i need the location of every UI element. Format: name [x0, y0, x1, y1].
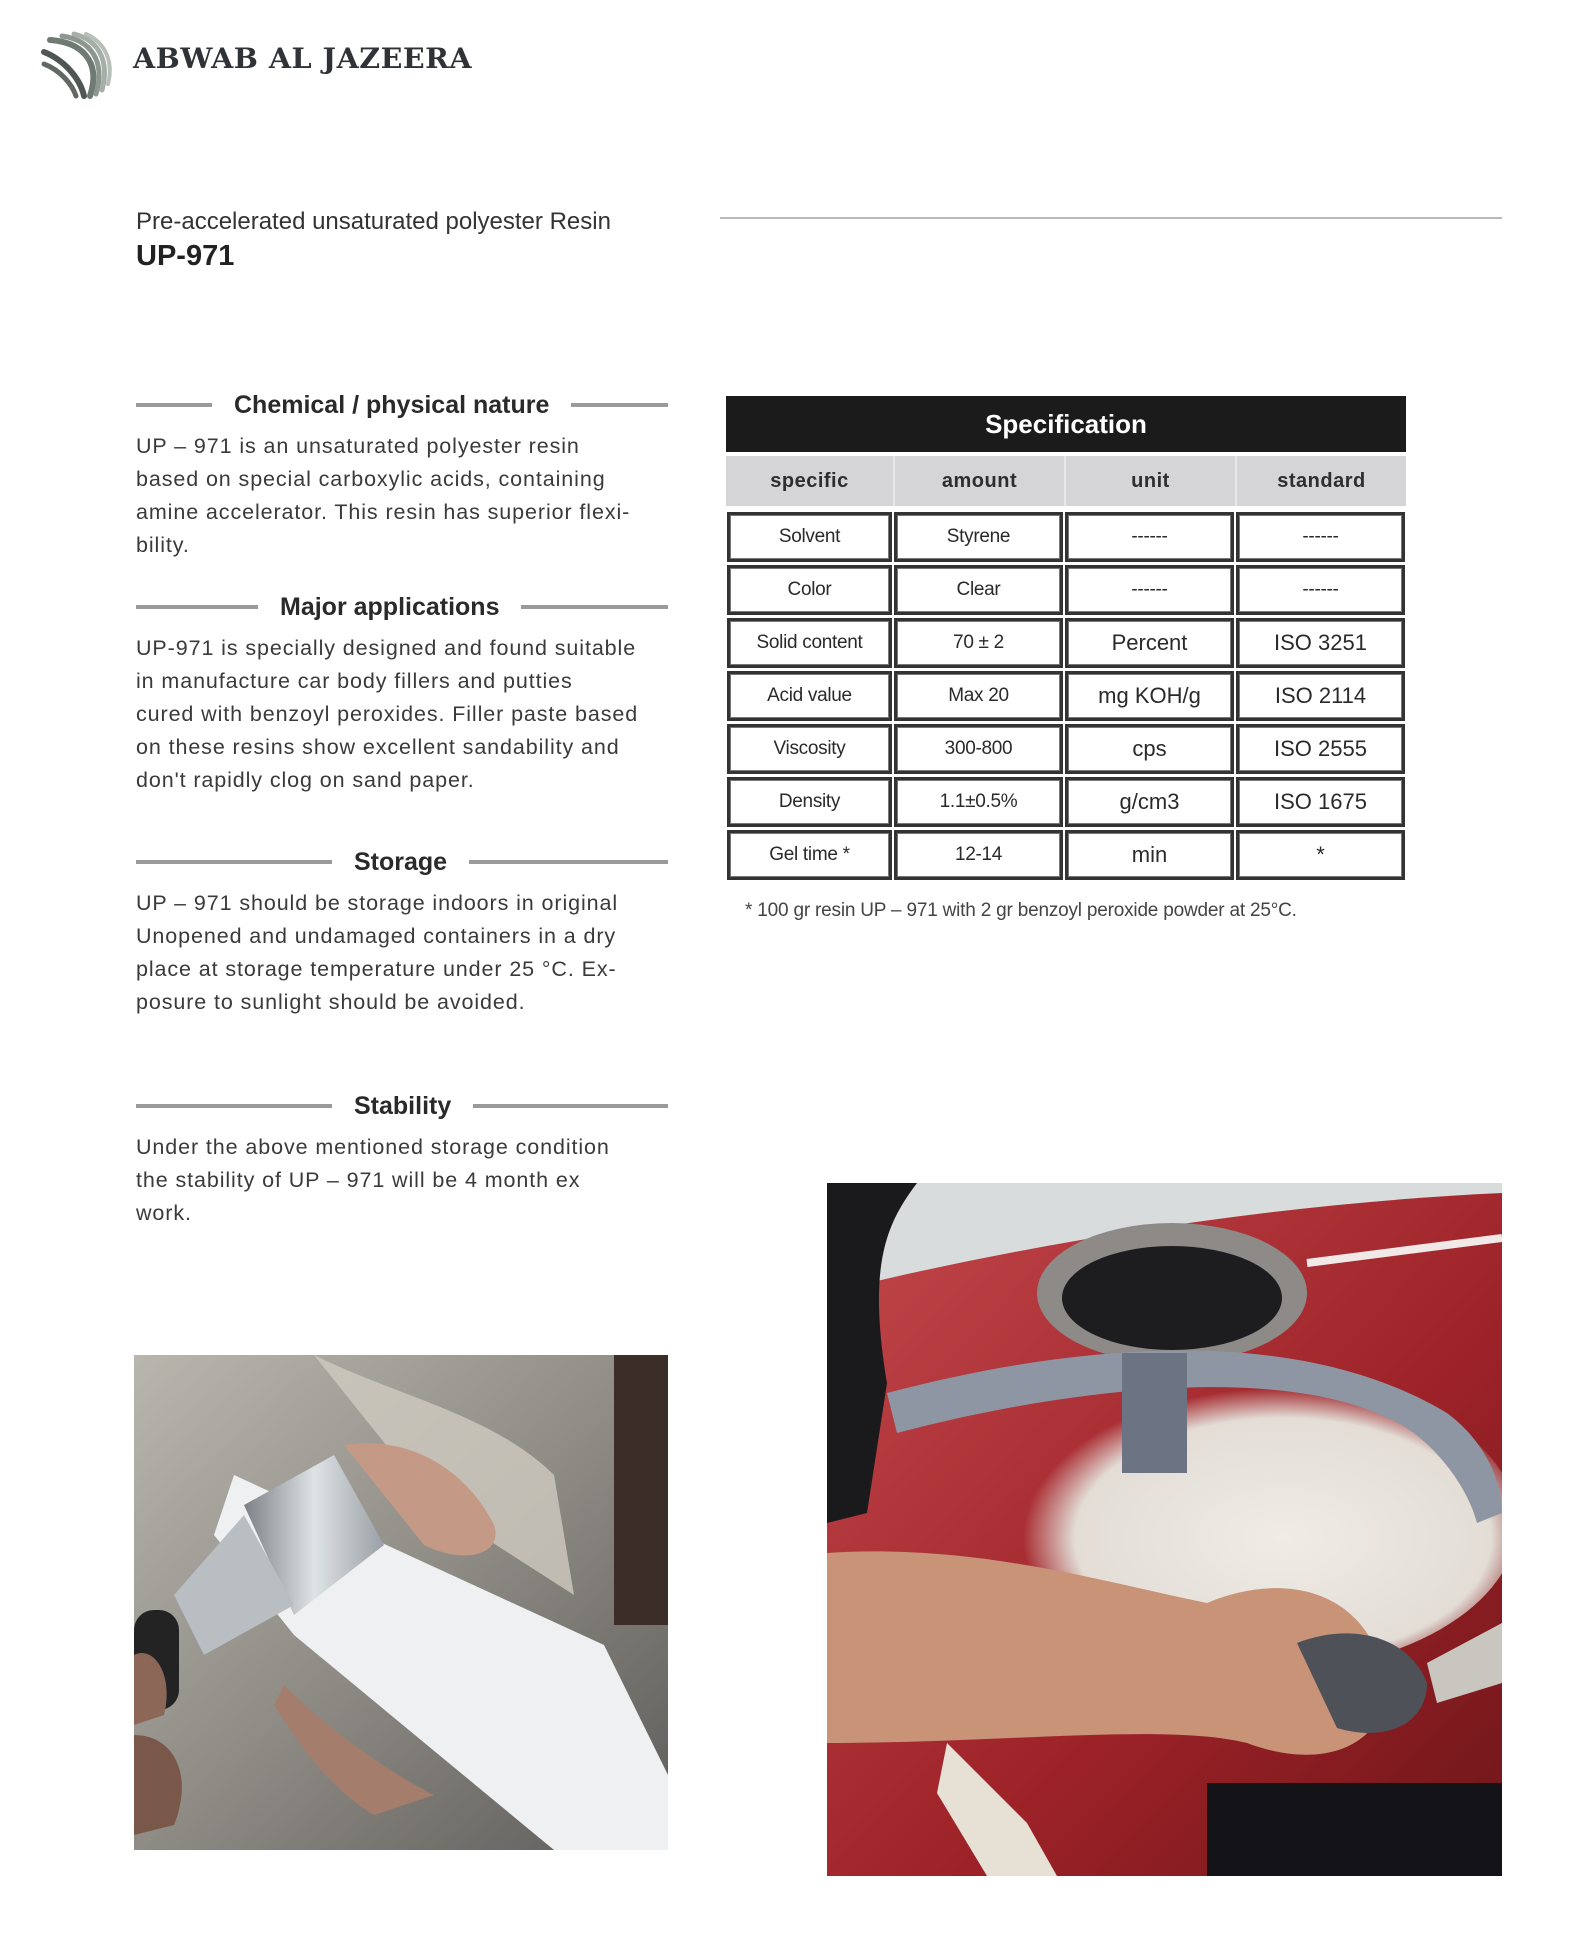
table-row [726, 724, 1406, 777]
body-line: posure to sunlight should be avoided. [136, 990, 526, 1014]
table-cell: Clear [894, 565, 1063, 615]
body-line: UP – 971 is an unsaturated polyester resin [136, 434, 580, 458]
table-cell: g/cm3 [1065, 777, 1234, 827]
product-subtitle: Pre-accelerated unsaturated polyester Resin [136, 208, 611, 235]
heading-rule [521, 605, 668, 609]
heading-rule [136, 605, 258, 609]
car-body-sanding-photo [827, 1183, 1502, 1876]
table-cell: Max 20 [894, 671, 1063, 721]
table-cell: 300-800 [894, 724, 1063, 774]
specification-table [726, 396, 1406, 883]
table-row [726, 830, 1406, 883]
body-line: place at storage temperature under 25 °C. Ex- [136, 957, 617, 981]
table-body [726, 512, 1406, 883]
column-header-standard: standard [1235, 456, 1406, 506]
table-cell: Viscosity [727, 724, 892, 774]
header-divider [720, 217, 1502, 219]
body-line: in manufacture car body fillers and putties [136, 669, 573, 693]
body-line: work. [136, 1201, 192, 1225]
table-title: Specification [726, 396, 1406, 452]
section-body-storage [136, 887, 676, 1019]
body-line: UP-971 is specially designed and found suitable [136, 636, 637, 660]
section-heading-applications [136, 590, 668, 624]
product-code: UP-971 [136, 240, 235, 272]
table-cell: 1.1±0.5% [894, 777, 1063, 827]
table-row [726, 565, 1406, 618]
section-title: Stability [354, 1091, 452, 1120]
table-cell: Solid content [727, 618, 892, 668]
column-header-specific: specific [770, 469, 849, 492]
body-line: cured with benzoyl peroxides. Filler paste based [136, 702, 639, 726]
section-heading-chemical [136, 388, 668, 422]
heading-rule [473, 1104, 668, 1108]
table-cell: min [1065, 830, 1234, 880]
heading-rule [571, 403, 668, 407]
section-body-stability [136, 1131, 676, 1230]
body-line: based on special carboxylic acids, containing [136, 467, 606, 491]
table-cell: Acid value [727, 671, 892, 721]
heading-rule [469, 860, 668, 864]
body-line: Unopened and undamaged containers in a dry [136, 924, 617, 948]
table-cell: * [1236, 830, 1405, 880]
table-cell: ISO 3251 [1236, 618, 1405, 668]
table-cell: Color [727, 565, 892, 615]
heading-rule [136, 1104, 332, 1108]
putty-knife-filler-photo [134, 1355, 668, 1850]
column-header-amount: amount [893, 456, 1064, 506]
table-cell: mg KOH/g [1065, 671, 1234, 721]
table-cell: Gel time * [727, 830, 892, 880]
table-footnote: * 100 gr resin UP – 971 with 2 gr benzoyl peroxide powder at 25°C. [745, 900, 1297, 921]
table-cell: Styrene [894, 512, 1063, 562]
section-title: Major applications [280, 592, 500, 621]
column-header-unit: unit [1064, 456, 1235, 506]
body-line: on these resins show excellent sandability and [136, 735, 620, 759]
brand-logo-icon [40, 30, 118, 100]
table-row [726, 671, 1406, 724]
body-line: Under the above mentioned storage condition [136, 1135, 610, 1159]
table-row [726, 777, 1406, 830]
table-cell: 70 ± 2 [894, 618, 1063, 668]
table-cell: 12-14 [894, 830, 1063, 880]
table-cell: ISO 2114 [1236, 671, 1405, 721]
body-line: bility. [136, 533, 190, 557]
body-line: amine accelerator. This resin has superior flexi- [136, 500, 631, 524]
section-title: Chemical / physical nature [234, 390, 550, 419]
section-body-applications [136, 632, 676, 797]
section-heading-stability [136, 1089, 668, 1123]
section-title: Storage [354, 847, 448, 876]
table-cell: ------ [1236, 565, 1405, 615]
table-cell: ISO 1675 [1236, 777, 1405, 827]
table-row [726, 512, 1406, 565]
table-cell: ------ [1236, 512, 1405, 562]
table-row [726, 618, 1406, 671]
table-cell: ------ [1065, 512, 1234, 562]
heading-rule [136, 860, 332, 864]
table-cell: cps [1065, 724, 1234, 774]
table-cell: ------ [1065, 565, 1234, 615]
section-heading-storage [136, 845, 668, 879]
brand-name: ABWAB AL JAZEERA [133, 42, 473, 75]
table-cell: Density [727, 777, 892, 827]
heading-rule [136, 403, 212, 407]
section-body-chemical [136, 430, 676, 562]
body-line: don't rapidly clog on sand paper. [136, 768, 475, 792]
table-header-row [726, 456, 1406, 506]
table-cell: Percent [1065, 618, 1234, 668]
body-line: UP – 971 should be storage indoors in original [136, 891, 619, 915]
body-line: the stability of UP – 971 will be 4 month ex [136, 1168, 581, 1192]
table-cell: Solvent [727, 512, 892, 562]
table-cell: ISO 2555 [1236, 724, 1405, 774]
